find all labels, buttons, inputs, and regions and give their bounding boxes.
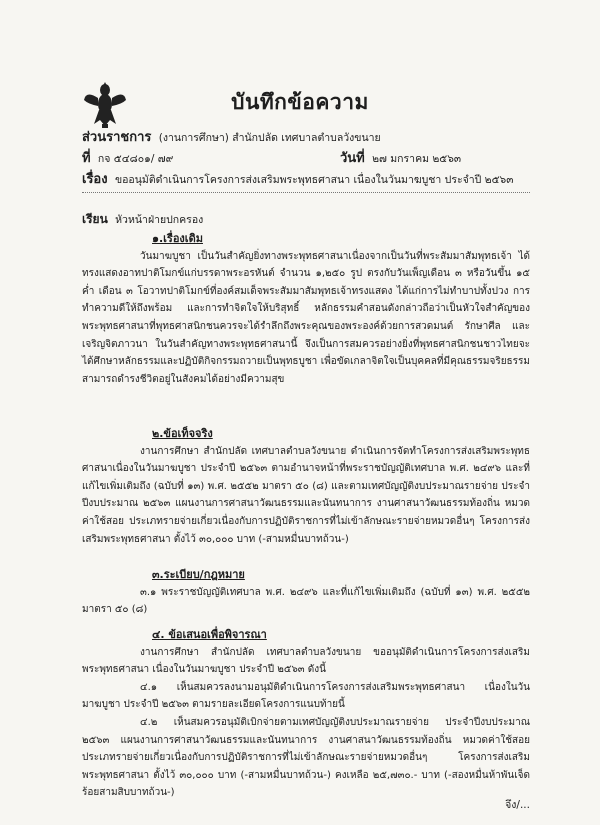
continuation-marker: จึง/... — [505, 799, 530, 811]
salutation-value: หัวหน้าฝ่ายปกครอง — [115, 214, 204, 226]
section-proposal — [82, 626, 530, 802]
salutation-label: เรียน — [82, 212, 108, 226]
document-title: บันทึกข้อความ — [231, 90, 369, 114]
subject-value: ขออนุมัติดำเนินการโครงการส่งเสริมพระพุทธศาสนา เนื่องในวันมาฆบูชา ประจำปี ๒๕๖๓ — [114, 174, 514, 186]
subject-line — [82, 168, 513, 189]
subject-label: เรื่อง — [82, 172, 108, 187]
section-text-background: วันมาฆบูชา เป็นวันสำคัญยิ่งทางพระพุทธศาสนาเนื่องจากเป็นวันที่พระสัมมาสัมพุทธเจ้า ได้ทรงแสดงอาทปาติโมกข์แก่บรรดาพระอรหันต์ จำนวน ๑,๒๕๐ รูป ตรงกับวันเพ็ญเดือน ๓ หรือวันขึ้น ๑๕ ค่ำ เดือน ๓ โอวาทปาติโมกข์ที่องค์สมเด็จพระสัมมาสัมพุทธเจ้าทรงแสดง ได้แก่การไม่ทำบาปทั้งปวง การทำความดีให้ถึงพร้อม และการทำจิตใจให้บริสุทธิ์ หลักธรรมคำสอนดังกล่าวถือว่าเป็นหัวใจสำคัญของ พระพุทธศาสนาที่พุทธศาสนิกชนควรจะได้รำลึกถึงพระคุณของพระองค์ด้วยการสวดมนต์ รักษาศีล และเจริญจิตภาวนา ในวันสำคัญทางพระพุทธศาสนานี้ จึงเป็นการสมควรอย่างยิ่งที่พุทธศาสนิกชนชาวไทยจะได้ศึกษาหลักธรรมและปฏิบัติกิจกรรมถวายเป็นพุทธบูชา เพื่อขัดเกลาจิตใจเป็นบุคคลที่มีคุณธรรมจริยธรรม สามารถดำรงชีวิตอยู่ในสังคมได้อย่างมีความสุข — [82, 250, 530, 385]
proposal-item-1: ๔.๑ เห็นสมควรลงนามอนุมัติดำเนินการโครงการส่งเสริมพระพุทธศาสนา เนื่องในวันมาฆบูชา ประจำปี ๒๕๖๓ ตามรายละเอียดโครงการแนบท้ายนี้ — [82, 681, 530, 711]
section-heading-facts: ๒.ข้อเท็จจริง — [152, 427, 213, 440]
proposal-intro: งานการศึกษา สำนักปลัด เทศบาลตำบลวังขนาย ขออนุมัติดำเนินการโครงการส่งเสริมพระพุทธศาสนา เนื่องในวันมาฆบูชา ประจำปี ๒๕๖๓ ดังนี้ — [82, 646, 530, 676]
section-heading-proposal: ๔. ข้อเสนอเพื่อพิจารณา — [152, 628, 267, 641]
agency-value: (งานการศึกษา) สำนักปลัด เทศบาลตำบลวังขนาย — [158, 132, 381, 144]
section-background — [82, 230, 530, 388]
salutation — [82, 210, 203, 229]
section-text-facts: งานการศึกษา สำนักปลัด เทศบาลตำบลวังขนาย ดำเนินการจัดทำโครงการส่งเสริมพระพุทธศาสนาเนื่องในวันมาฆบูชา ประจำปี ๒๕๖๓ ตามอำนาจหน้าที่พระราชบัญญัติเทศบาล พ.ศ. ๒๔๙๖ และที่แก้ไขเพิ่มเติมถึง (ฉบับที่ ๑๓) พ.ศ. ๒๕๕๒ มาตรา ๕๐ (๘) และตามเทศบัญญัติงบประมาณรายจ่าย ประจำปีงบประมาณ ๒๕๖๓ แผนงานการศาสนาวัฒนธรรมและนันทนาการ งานศาสนาวัฒนธรรมท้องถิ่น หมวดค่าใช้สอย ประเภทรายจ่ายเกี่ยวเนื่องกับการปฏิบัติราชการที่ไม่เข้าลักษณะรายจ่ายหมวดอื่นๆ โครงการส่งเสริมพระพุทธศาสนา ตั้งไว้ ๓๐,๐๐๐ บาท (-สามหมื่นบาทถ้วน-) — [82, 445, 530, 545]
reference-value: กจ ๕๔๘๐๑/ ๗๙ — [97, 153, 174, 165]
section-facts — [82, 425, 530, 548]
date-label: วันที่ — [340, 151, 365, 166]
agency-label: ส่วนราชการ — [82, 130, 152, 145]
section-heading-background: ๑.เรื่องเดิม — [152, 232, 203, 245]
reference-label: ที่ — [82, 151, 91, 166]
proposal-item-2: ๔.๒ เห็นสมควรอนุมัติเบิกจ่ายตามเทศบัญญัติงบประมาณรายจ่าย ประจำปีงบประมาณ ๒๕๖๓ แผนงานการศาสนาวัฒนธรรมและนันทนาการ งานศาสนาวัฒนธรรมท้องถิ่น หมวดค่าใช้สอย ประเภทรายจ่ายเกี่ยวเนื่องกับการปฏิบัติราชการที่ไม่เข้าลักษณะรายจ่ายหมวดอื่นๆ โครงการส่งเสริมพระพุทธศาสนา ตั้งไว้ ๓๐,๐๐๐ บาท (-สามหมื่นบาทถ้วน-) คงเหลือ ๒๕,๗๓๐.- บาท (-สองหมื่นห้าพันเจ็ดร้อยสามสิบบาทถ้วน-) — [82, 716, 530, 799]
agency-line — [82, 126, 381, 147]
section-heading-regulations: ๓.ระเบียบ/กฎหมาย — [152, 568, 245, 581]
section-regulations — [82, 566, 530, 619]
date-line — [340, 147, 461, 168]
header-separator — [82, 192, 530, 193]
date-value: ๒๗ มกราคม ๒๕๖๓ — [372, 153, 462, 165]
regulation-item-1: ๓.๑ พระราชบัญญัติเทศบาล พ.ศ. ๒๔๙๖ และที่แก้ไขเพิ่มเติมถึง (ฉบับที่ ๑๓) พ.ศ. ๒๕๕๒ มาตรา ๕๐ (๘) — [82, 586, 530, 616]
reference-line — [82, 147, 173, 168]
